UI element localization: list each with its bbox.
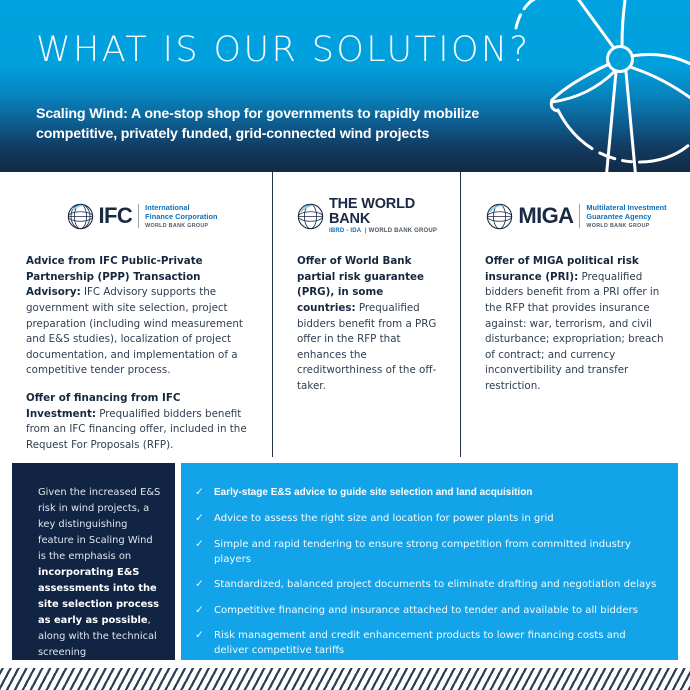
column-ifc [0,172,272,457]
ifc-tagline [145,203,217,229]
bottom-panel [12,463,678,660]
benefits-checklist [181,463,678,660]
checklist-item-label: Simple and rapid tendering to ensure strong competition from committed industry players [214,538,631,565]
list-item [195,485,660,501]
es-note-part1: Given the increased E&S risk in wind projects, a key distinguishing feature in Scaling Wind is the emphasis on [38,487,161,563]
header-subtitle: Scaling Wind: A one-stop shop for governments to rapidly mobilize competitive, privately funded, grid-connected wind projects [36,106,480,143]
checklist-item-label: Competitive financing and insurance attached to tender and available to all bidders [214,604,638,616]
list-item [195,628,660,658]
paragraph-lead: Advice from IFC Public-Private Partnership (PPP) Transaction Advisory: [26,255,203,299]
paragraph-rest: Prequalified bidders benefit from an IFC financing offer, included in the Request For Proposals (RFP). [26,407,247,452]
miga-body-text [485,254,668,395]
miga-wordmark: MIGA [518,202,574,228]
paragraph-rest: IFC Advisory supports the government with site selection, project preparation (including wind measurement and E&S studies), localization of project documentation, and implementation of a competitive tender process. [26,286,243,377]
paragraph-lead: Offer of financing from IFC Investment: [26,392,181,420]
miga-tagline-line2: Guarantee Agency [586,211,652,221]
paragraph [485,254,668,395]
ifc-wordmark: IFC [98,202,133,228]
list-item [195,577,660,593]
checklist-item-label: Advice to assess the right size and location for power plants in grid [214,512,554,524]
list-item [195,537,660,567]
list-item [195,603,660,619]
es-note-emphasis: incorporating E&S assessments into the site selection process as early as possible [38,567,160,627]
world-bank-tagline-sep: | [362,228,369,235]
ifc-tagline-line2: Finance Corporation [145,211,218,221]
world-bank-tagline-line1: IBRD - IDA [329,228,362,235]
logo-divider [579,204,580,228]
column-miga [460,172,690,457]
es-note-part2: , along with the technical screening [38,615,157,659]
ifc-tagline-line1: International [145,202,190,212]
paragraph-rest: Prequalified bidders benefit from a PRI offer in the RFP that provides insurance against: war, terrorism, and civil disturbance; expropriation; breach of contract; and currency inconvertibility and transfer restriction. [485,270,664,393]
footer-hatch-decoration [0,668,690,690]
world-bank-globe-icon [297,203,324,230]
es-note-box [12,463,175,660]
paragraph-lead: Offer of MIGA political risk insurance (PRI): [485,255,639,283]
es-note-text [38,485,161,662]
checklist-item-label: Risk management and credit enhancement products to lower financing costs and deliver competitive tariffs [214,630,626,657]
checklist-item-label: Early-stage E&S advice to guide site selection and land acquisition [214,487,533,498]
checkmark-icon: ✓ [195,486,204,498]
paragraph [26,391,248,454]
paragraph-lead: Offer of World Bank partial risk guarantee (PRG), in some countries: [297,255,424,314]
header-banner [0,0,690,172]
logo-divider [138,204,139,228]
world-bank-body-text [297,254,442,395]
ifc-tagline-line3: WORLD BANK GROUP [145,222,209,229]
checkmark-icon: ✓ [195,511,204,524]
checkmark-icon: ✓ [195,629,204,642]
world-bank-logo [297,194,442,238]
paragraph-rest: Prequalified bidders benefit from a PRG offer in the RFP that enhances the creditworthiness of the off-taker. [297,301,437,393]
world-bank-tagline-line2: WORLD BANK GROUP [368,228,438,235]
world-bank-tagline [329,228,442,235]
checkmark-icon: ✓ [195,603,204,616]
miga-tagline-line3: WORLD BANK GROUP [586,222,650,229]
world-bank-wordmark: THE WORLD BANK [329,195,415,227]
checkmark-icon: ✓ [195,577,204,590]
page-title: WHAT IS OUR SOLUTION? [36,30,531,70]
world-bank-globe-icon [486,203,513,230]
miga-tagline-line1: Multilateral Investment [586,202,667,212]
world-bank-globe-icon [67,203,94,230]
paragraph [26,254,248,379]
miga-tagline [586,203,666,229]
checklist-item-label: Standardized, balanced project documents to eliminate drafting and negotiation delays [214,578,657,590]
paragraph [297,254,442,395]
column-world-bank [272,172,460,457]
ifc-logo [26,194,248,238]
miga-logo [485,194,668,238]
checkmark-icon: ✓ [195,537,204,550]
list-item [195,511,660,527]
partners-columns [0,172,690,457]
ifc-body-text [26,254,248,454]
wind-turbine-icon [510,0,690,172]
